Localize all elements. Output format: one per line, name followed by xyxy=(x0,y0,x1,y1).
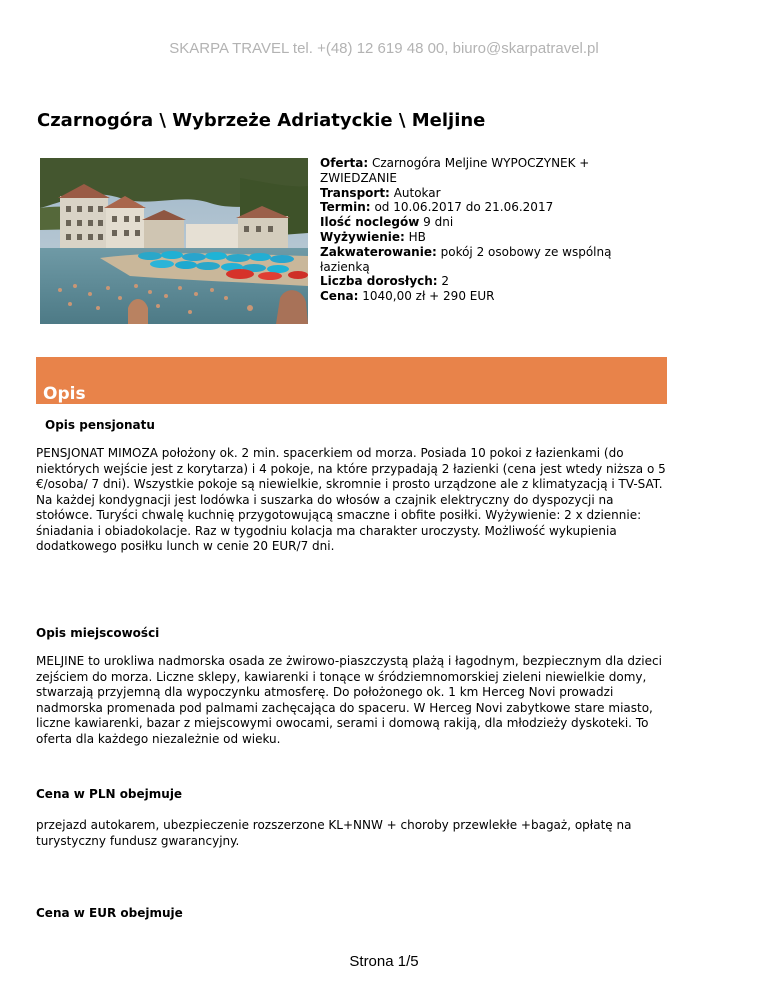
accommodation-row: Zakwaterowanie: pokój 2 osobowy ze wspólną łazienką xyxy=(320,244,612,274)
pln-price-description: przejazd autokarem, ubezpieczenie rozszerzone KL+NNW + choroby przewlekłe +bagaż, opłatę na turystyczny fundusz gwarancyjny. xyxy=(36,818,632,848)
pensjonat-heading: Opis pensjonatu xyxy=(45,418,155,432)
description-section-bar xyxy=(36,357,667,404)
price-row: Cena: 1040,00 zł + 290 EUR xyxy=(320,289,495,304)
board-row: Wyżywienie: HB xyxy=(320,229,426,244)
page-title: Czarnogóra \ Wybrzeże Adriatyckie \ Meljine xyxy=(37,110,486,131)
date-row: Termin: od 10.06.2017 do 21.06.2017 xyxy=(320,200,554,215)
town-description: MELJINE to urokliwa nadmorska osada ze żwirowo-piaszczystą plażą i łagodnym, bezpiecznym dla dzieci zejściem do morza. Liczne sklepy, kawiarenki i tonące w śródziemnomorskiej zieleni niewielkie domy, stwarzają przyjemną dla wypoczynku atmosferę. Do położonego ok. 1 km Herceg Novi prowadzi nadmorska promenada pod palmami zachęcająca do spaceru. W Herceg Novi zabytkowe stare miasto, liczne kawiarenki, bazar z miejscowymi owocami, serami i domową rakiją, dla młodzieży dyskoteki. To oferta dla każdego niezależnie od wieku. xyxy=(36,654,662,746)
pensjonat-description: PENSJONAT MIMOZA położony ok. 2 min. spacerkiem od morza. Posiada 10 pokoi z łazienkami (do niektórych wejście jest z korytarza) i 4 pokoje, na które przypadają 2 łazienki (cena jest wtedy niższa o 5 €/osoba/ 7 dni). Wszystkie pokoje są niewielkie, skromnie i prosto urządzone ale z klimatyzacją i TV-SAT. Na każdej kondygnacji jest lodówka i suszarka do włosów a czajnik elektryczny do dyspozycji na stołówce. Turyści chwalę kuchnię przygotowującą smaczne i obfite posiłki. Wyżywienie: 2 x dziennie: śniadania i obiadokolacje. Raz w tygodniu kolacja ma charakter uroczysty. Możliwość wykupienia dodatkowego posiłku lunch w cenie 20 EUR/7 dni. xyxy=(36,446,666,553)
pln-price-heading: Cena w PLN obejmuje xyxy=(36,787,183,801)
section-title: Opis xyxy=(43,384,86,404)
agency-contact-header: SKARPA TRAVEL tel. +(48) 12 619 48 00, biuro@skarpatravel.pl xyxy=(169,40,599,57)
nights-row: Ilość noclegów 9 dni xyxy=(320,215,454,230)
adults-row: Liczba dorosłych: 2 xyxy=(320,274,450,289)
page-number: Strona 1/5 xyxy=(349,953,419,970)
town-heading: Opis miejscowości xyxy=(36,626,160,640)
offer-row: Oferta: Czarnogóra Meljine WYPOCZYNEK + ZWIEDZANIE xyxy=(320,156,590,185)
offer-details xyxy=(320,156,630,304)
transport-row: Transport: Autokar xyxy=(320,185,441,200)
eur-price-heading: Cena w EUR obejmuje xyxy=(36,906,183,920)
resort-photo xyxy=(40,158,308,324)
